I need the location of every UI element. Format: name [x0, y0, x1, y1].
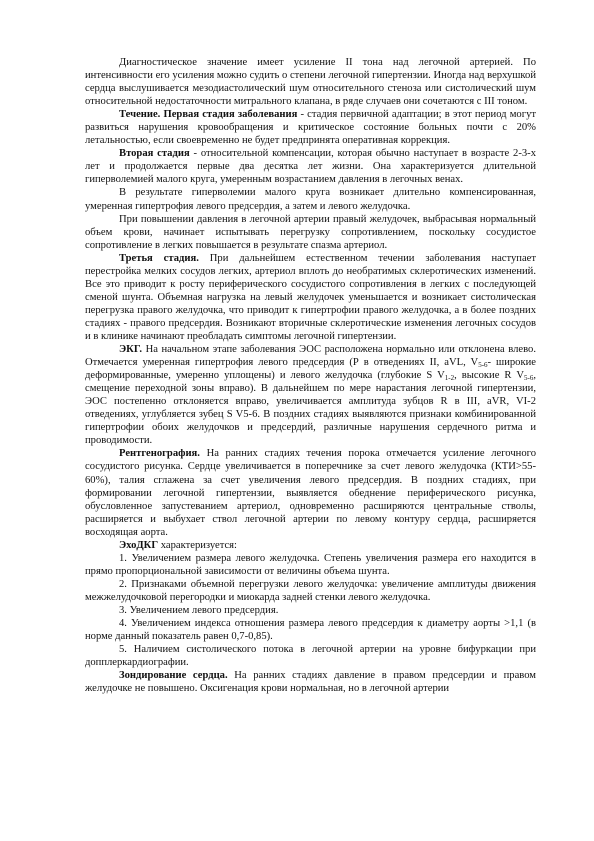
paragraph-auscultation	[85, 56, 536, 108]
paragraph-catheterization	[85, 669, 536, 695]
paragraph-hypervolemia	[85, 186, 536, 212]
subscript: 5-6	[478, 361, 488, 370]
list-item	[85, 617, 536, 643]
list-item	[85, 578, 536, 604]
paragraph-radiography	[85, 447, 536, 538]
subscript: 5-6	[523, 374, 534, 383]
list-item	[85, 643, 536, 669]
paragraph-text: В результате гиперволемии малого круга возникает длительно компенсированная, умеренная гипертрофия левого предсердия, а затем и левого желудочка.	[85, 187, 536, 212]
paragraph-text: При повышении давления в легочной артерии правый желудочек, выбрасывая нормальный объем крови, начинает испытывать перегрузку сопротивлением, поскольку сосудистое сопротивление в легких повышается в результате спазма артериол.	[85, 213, 536, 251]
paragraph-text: , высокие R V	[454, 370, 524, 382]
document-page	[85, 56, 536, 695]
paragraph-text: На ранних стадиях течения порока отмечается усиление легочного сосудистого рисунка. Сердце увеличивается в поперечнике за счет левого желудочка (КТИ>55-60%), талия сглажена за счет увеличения левого предсердия. В поздних стадиях, при формировании легочной гипертензии, выявляется обеднение периферического рисунка, обусловленное запустеванием артериол, одновременно расширяются центральные стволы, расширяется и выбухает ствол легочной артерии по левому контуру сердца, расширяется восходящая аорта.	[85, 448, 536, 538]
paragraph-text: , смещение переходной зоны вправо). В дальнейшем по мере нарастания легочной гипертензии, ЭОС постепенно отклоняется вправо, увеличивается амплитуда зубцов R в III, aVR, VI-2 отведениях, углубляется зубец S V5-6. В поздних стадиях выявляются признаки комбинированной гипертрофии обоих желудочков и предсердий, различные нарушения сердечного ритма и проводимости.	[85, 370, 536, 447]
paragraph-ecg	[85, 343, 536, 447]
list-item	[85, 604, 536, 617]
paragraph-stage-3	[85, 252, 536, 343]
list-item-text: 1. Увеличением размера левого желудочка. Степень увеличения размера его находится в прямо пропорциональной зависимости от величины объема шунта.	[85, 552, 536, 577]
paragraph-text: На начальном этапе заболевания ЭОС расположена нормально или отклонена влево. Отмечается умеренная гипертрофия левого предсердия (Р в отведениях II, aVL, V	[85, 344, 536, 369]
list-item-text: 3. Увеличением левого предсердия.	[119, 604, 279, 616]
paragraph-text: На ранних стадиях давление в правом предсердии и правом желудочке не повышено. Оксигенация крови нормальная, но в легочной артерии	[85, 670, 536, 695]
heading-ecg: ЭКГ.	[119, 344, 143, 356]
paragraph-text: Диагностическое значение имеет усиление II тона над легочной артерией. По интенсивности его усиления можно судить о степени легочной гипертензии. Иногда над верхушкой сердца выслушивается мезодиастолический шум относительного стеноза или систолический шум относительной недостаточности митрального клапана, в ряде случаев они сочетаются с III тоном.	[85, 57, 536, 108]
paragraph-course-stage-1	[85, 108, 536, 147]
paragraph-text: При дальнейшем естественном течении заболевания наступает перестройка мелких сосудов легких, артериол вплоть до необратимых склеротических изменений. Все это приводит к росту периферического сосудистого сопротивления в легких с последующей сменой шунта. Объемная нагрузка на левый желудочек уменьшается и возникает систолическая перегрузка правого желудочка, что приводит к гипертрофии правого желудочка, а в более поздних стадиях - правого предсердия. Возникают вторичные склеротические изменения легочных сосудов и в клинике начинают преобладать симптомы легочной гипертензии.	[85, 252, 537, 342]
subscript: 1-2	[444, 374, 455, 383]
list-item-text: 5. Наличием систолического потока в легочной артерии на уровне бифуркации при допплеркардиографии.	[85, 644, 536, 669]
list-item-text: 4. Увеличением индекса отношения размера левого предсердия к диаметру аорты >1,1 (в норме данный показатель равен 0,7-0,85).	[85, 618, 536, 643]
heading-course-first-stage: Течение. Первая стадия заболевания	[119, 109, 298, 121]
paragraph-text: - стадия первичной адаптации; в этот период могут развиться нарушения кровообращения и критическое состояние больных почти с 20% летальностью, если своевременно не будет предпринята оперативная коррекция.	[85, 109, 536, 147]
paragraph-text: - относительной компенсации, которая обычно наступает в возрасте 2-3-х лет и продолжается первые два десятка лет жизни. Она характеризуется длительной гиперволемией малого круга, умеренным возрастанием давления в легочных венах.	[85, 148, 537, 186]
list-item-text: 2. Признаками объемной перегрузки левого желудочка: увеличение амплитуды движения межжелудочковой перегородки и миокарда задней стенки левого желудочка.	[85, 578, 536, 603]
heading-third-stage: Третья стадия.	[119, 252, 199, 264]
heading-second-stage: Вторая стадия	[119, 148, 190, 160]
heading-radiography: Рентгенография.	[119, 448, 200, 460]
paragraph-echo	[85, 539, 536, 552]
paragraph-text: - широкие деформированные, умеренно уплощены) и левого желудочка (глубокие S V	[85, 357, 536, 382]
heading-echo: ЭхоДКГ	[119, 539, 159, 551]
paragraph-pressure	[85, 213, 536, 252]
paragraph-stage-2	[85, 147, 536, 186]
list-item	[85, 552, 536, 578]
paragraph-text: характеризуется:	[158, 539, 238, 551]
heading-catheterization: Зондирование сердца.	[119, 670, 228, 682]
